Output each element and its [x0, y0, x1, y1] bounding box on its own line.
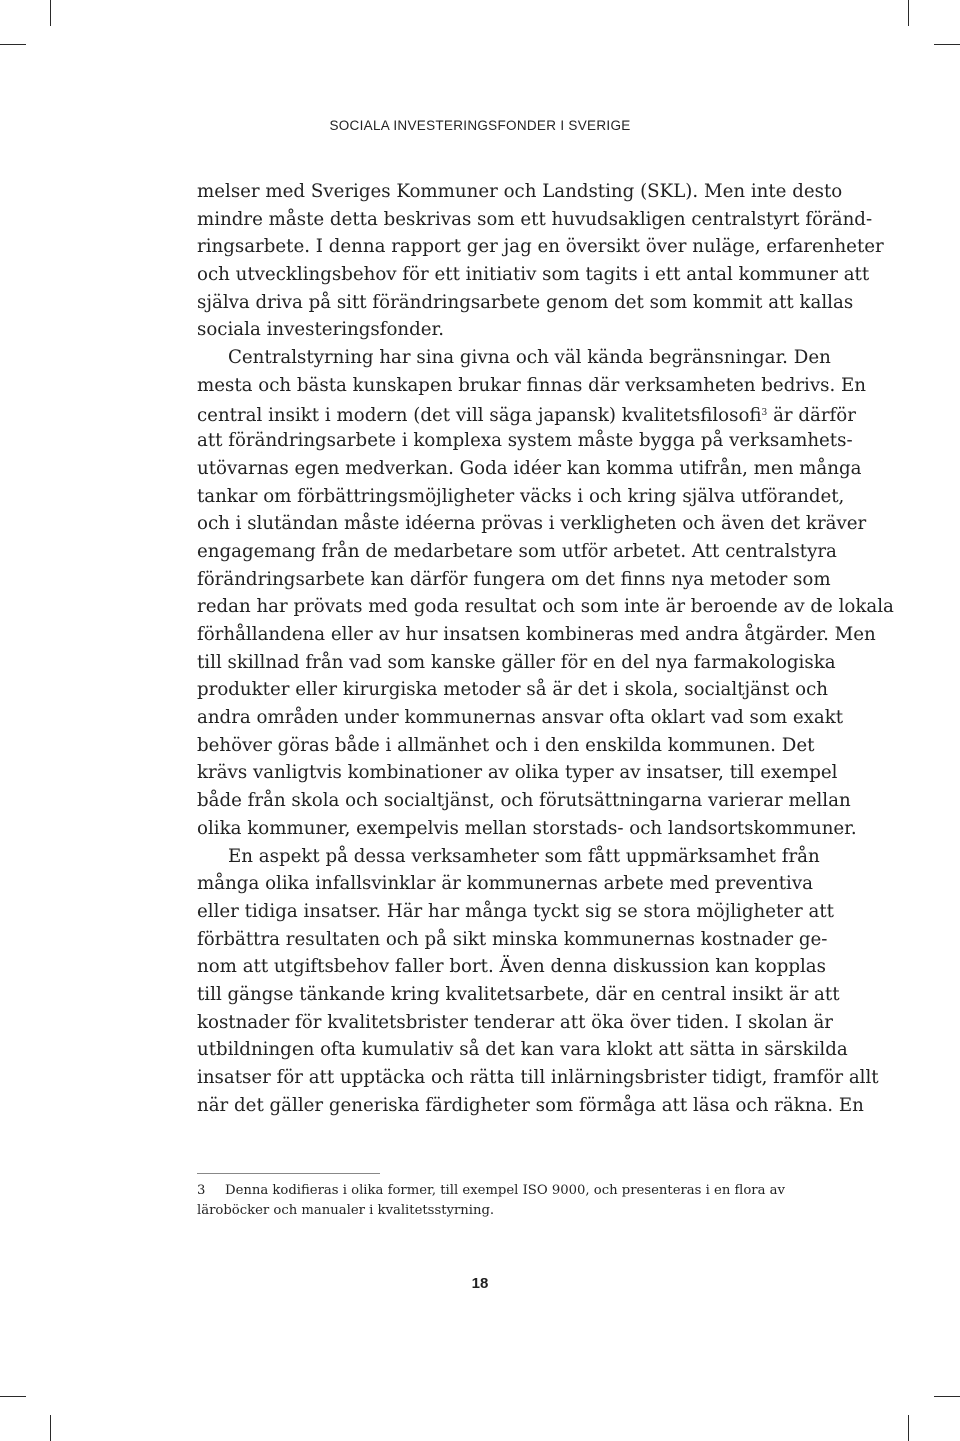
text-line: själva driva på sitt förändringsarbete genom det som kommit att kallas	[197, 291, 854, 313]
footnote-number: 3	[197, 1183, 206, 1198]
crop-mark	[50, 0, 51, 26]
text-line: förbättra resultaten och på sikt minska kommunernas kostnader ge-	[197, 928, 828, 950]
crop-mark	[908, 1415, 909, 1441]
text-line: olika kommuner, exempelvis mellan storstads- och landsortskommuner.	[197, 817, 857, 839]
text-line: både från skola och socialtjänst, och förutsättningarna varierar mellan	[197, 790, 851, 812]
text-line: eller tidiga insatser. Här har många tyckt sig se stora möjligheter att	[197, 900, 834, 922]
text-line: utbildningen ofta kumulativ så det kan vara klokt att sätta in särskilda	[197, 1039, 848, 1061]
page-number: 18	[471, 1275, 489, 1292]
text-line: engagemang från de medarbetare som utför arbetet. Att centralstyra	[197, 540, 837, 562]
text-line: när det gäller generiska färdigheter som förmåga att läsa och räkna. En	[197, 1094, 864, 1116]
text-fragment: är därför	[767, 404, 856, 426]
text-line: ringsarbete. I denna rapport ger jag en översikt över nuläge, erfarenheter	[197, 236, 884, 258]
text-line-with-footnote	[197, 400, 856, 428]
footnote-line	[197, 1181, 797, 1201]
crop-mark	[908, 0, 909, 26]
text-line: nom att utgiftsbehov faller bort. Även denna diskussion kan kopplas	[197, 956, 826, 978]
running-head: SOCIALA INVESTERINGSFONDER I SVERIGE	[329, 118, 631, 133]
text-line: Centralstyrning har sina givna och väl kända begränsningar. Den	[228, 347, 831, 369]
footnote-line: läroböcker och manualer i kvalitetsstyrning.	[197, 1203, 495, 1218]
text-line: utövarnas egen medverkan. Goda idéer kan komma utifrån, men många	[197, 457, 862, 479]
text-line: andra områden under kommunernas ansvar ofta oklart vad som exakt	[197, 707, 844, 729]
body-text	[197, 178, 894, 1119]
text-line: En aspekt på dessa verksamheter som fått uppmärksamhet från	[228, 845, 820, 867]
text-line: melser med Sveriges Kommuner och Landsting (SKL). Men inte desto	[197, 181, 843, 202]
footnote	[197, 1181, 797, 1221]
text-fragment: central insikt i modern (det vill säga japansk) kvalitetsfilosofi	[197, 404, 762, 426]
text-line: redan har prövats med goda resultat och som inte är beroende av de lokala	[197, 596, 894, 618]
text-line: många olika infallsvinklar är kommunernas arbete med preventiva	[197, 873, 813, 895]
text-line: och i slutändan måste idéerna prövas i verkligheten och även det kräver	[197, 513, 867, 535]
text-line: till skillnad från vad som kanske gäller för en del nya farmakologiska	[197, 651, 836, 673]
footnote-text: Denna kodifieras i olika former, till exempel ISO 9000, och presenteras i en flora av	[225, 1183, 785, 1198]
footnote-divider	[197, 1173, 380, 1174]
text-line: behöver göras både i allmänhet och i den enskilda kommunen. Det	[197, 734, 815, 756]
text-line: krävs vanligtvis kombinationer av olika typer av insatser, till exempel	[197, 762, 838, 784]
text-line: kostnader för kvalitetsbrister tenderar att öka över tiden. I skolan är	[197, 1011, 834, 1033]
footnote-reference[interactable]: 3	[761, 407, 768, 418]
crop-mark	[0, 1396, 26, 1397]
text-line: att förändringsarbete i komplexa system måste bygga på verksamhets-	[197, 430, 853, 452]
text-line: mesta och bästa kunskapen brukar finnas där verksamheten bedrivs. En	[197, 374, 867, 396]
text-line: produkter eller kirurgiska metoder så är det i skola, socialtjänst och	[197, 679, 828, 701]
crop-mark	[50, 1415, 51, 1441]
text-line: insatser för att upptäcka och rätta till inlärningsbrister tidigt, framför allt	[197, 1067, 879, 1088]
crop-mark	[934, 44, 960, 45]
text-line: förändringsarbete kan därför fungera om det finns nya metoder som	[197, 568, 831, 590]
text-line: till gängse tänkande kring kvalitetsarbete, där en central insikt är att	[197, 983, 840, 1005]
crop-mark	[934, 1396, 960, 1397]
text-line: mindre måste detta beskrivas som ett huvudsakligen centralstyrt föränd-	[197, 208, 873, 230]
crop-mark	[0, 44, 26, 45]
text-line: tankar om förbättringsmöjligheter väcks i och kring själva utförandet,	[197, 485, 845, 507]
text-line: och utvecklingsbehov för ett initiativ som tagits i ett antal kommuner att	[197, 264, 870, 286]
text-line: förhållandena eller av hur insatsen kombineras med andra åtgärder. Men	[197, 624, 876, 645]
text-line: sociala investeringsfonder.	[197, 319, 445, 341]
